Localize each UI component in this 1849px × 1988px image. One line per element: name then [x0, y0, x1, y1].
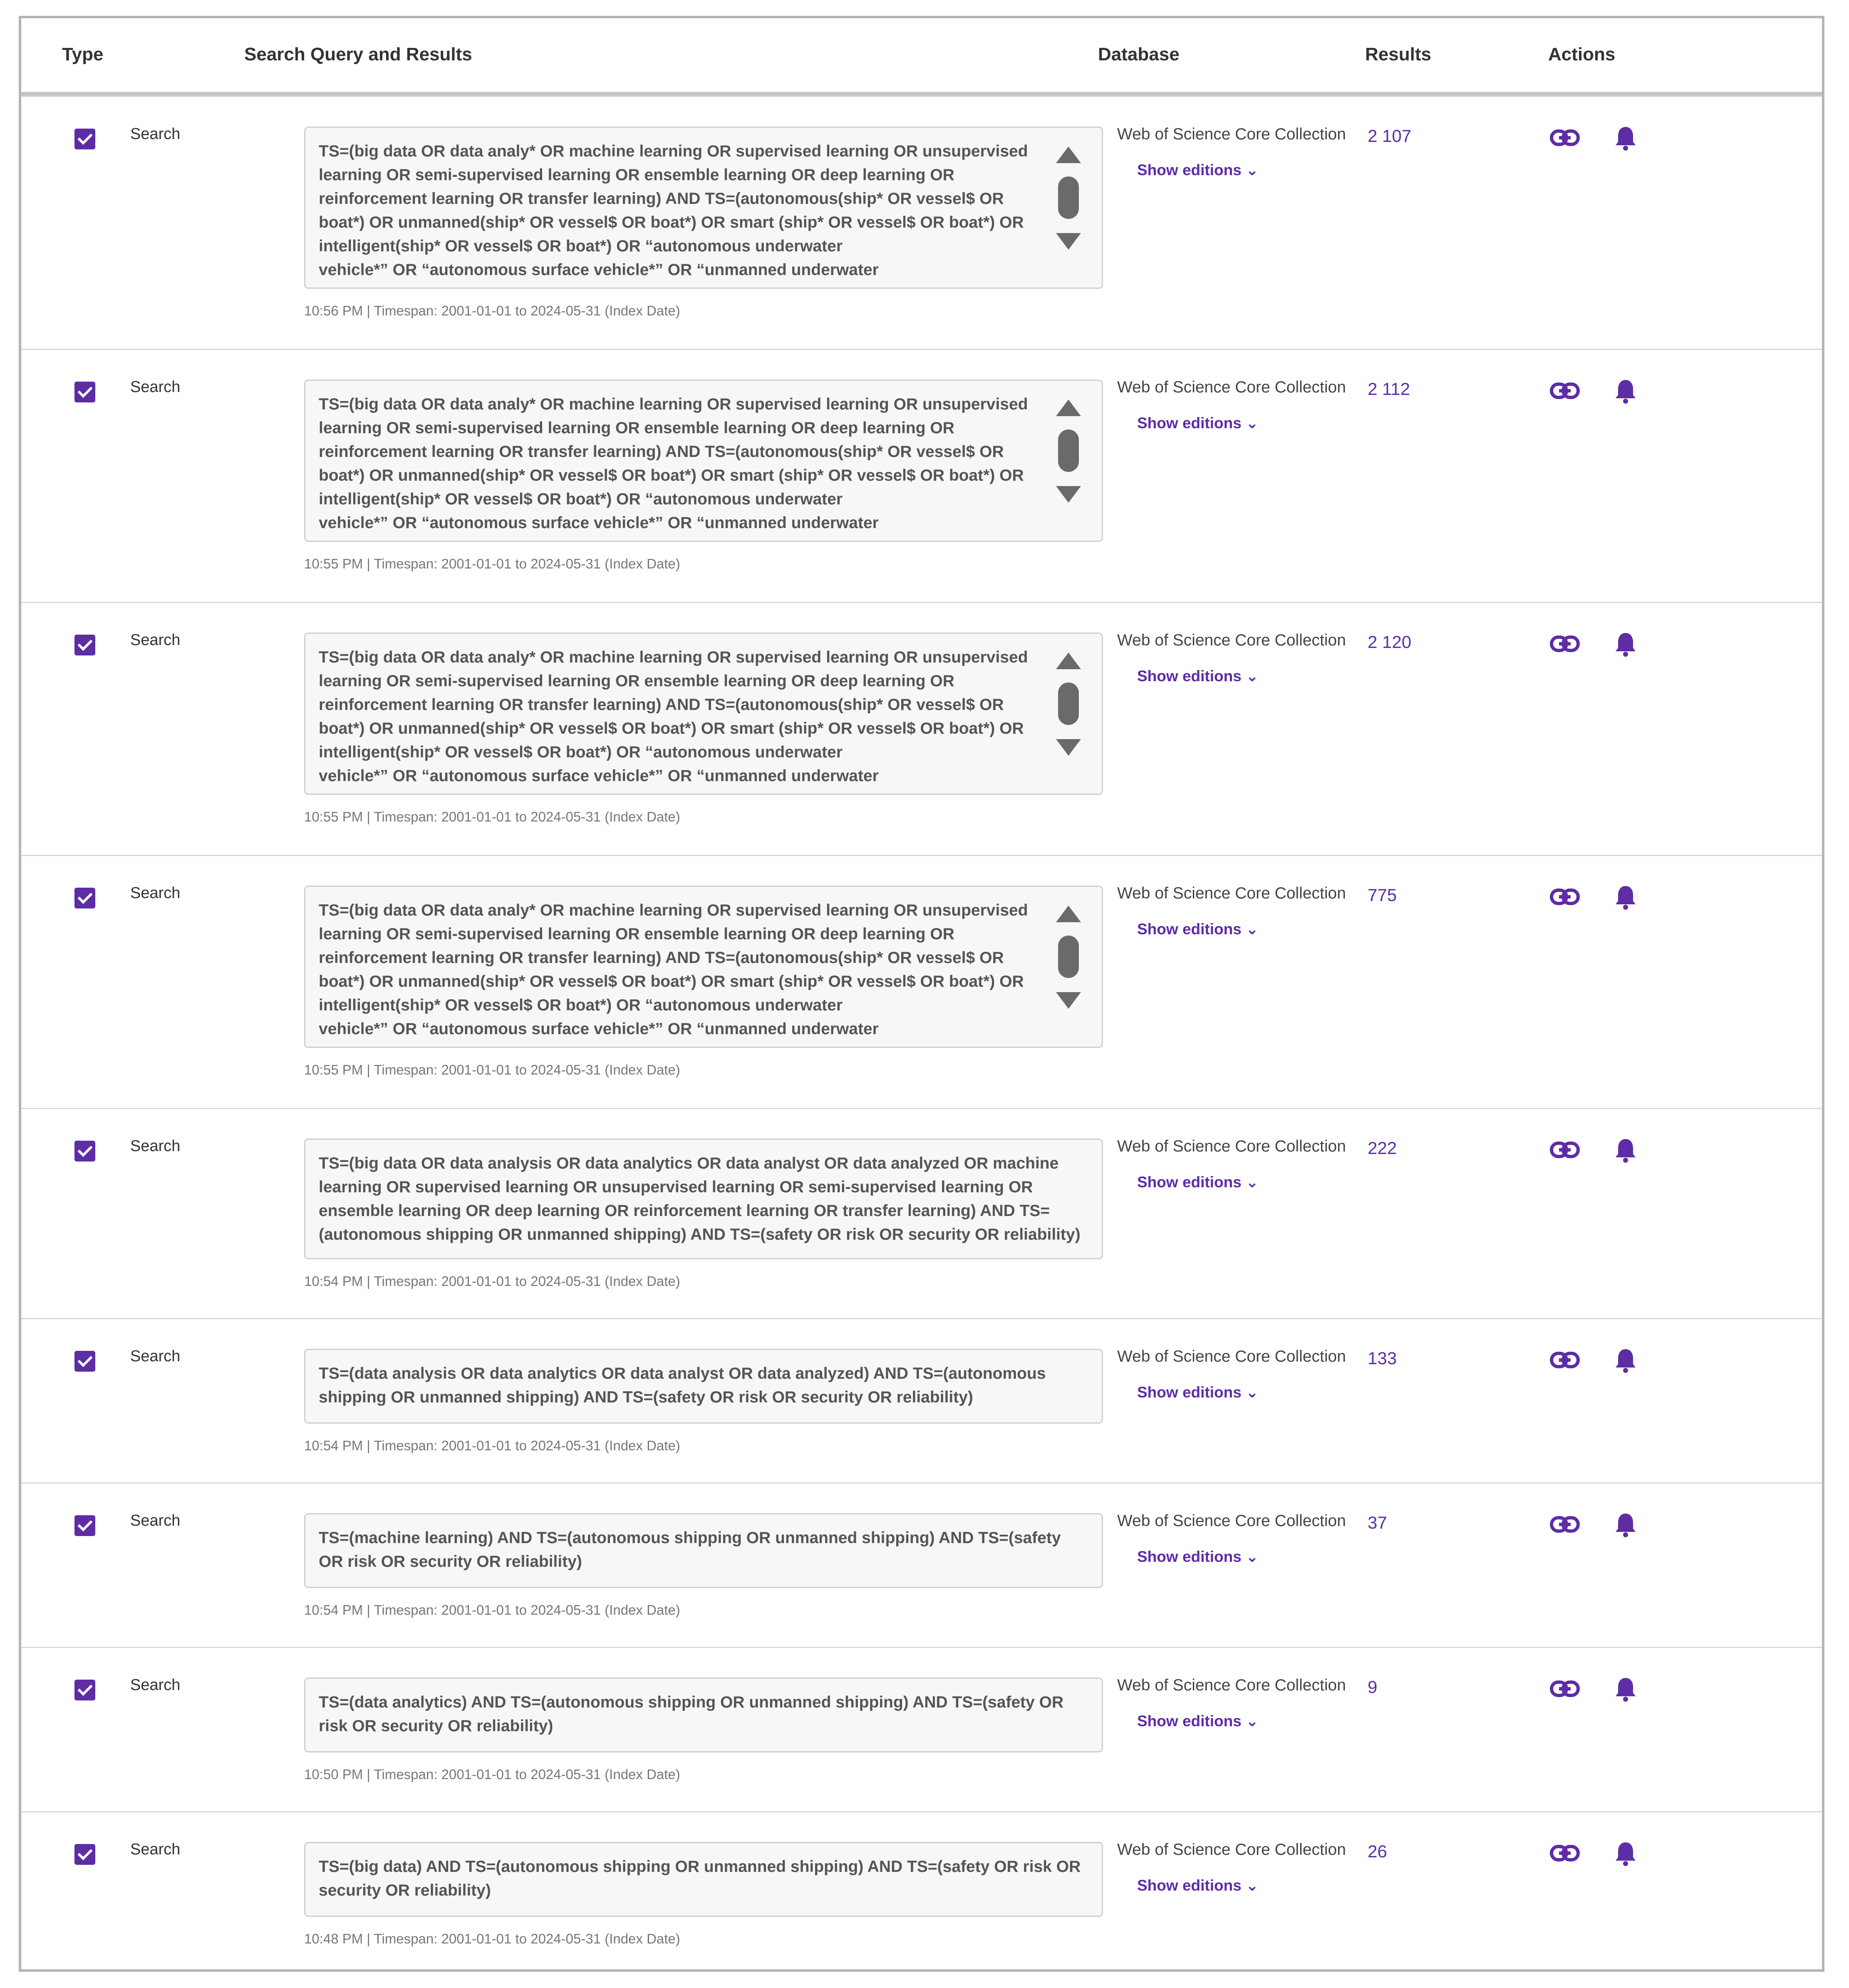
database-name: Web of Science Core Collection — [1117, 1676, 1346, 1694]
column-header-query: Search Query and Results — [244, 44, 472, 65]
table-row — [21, 349, 1822, 602]
bell-icon[interactable] — [1614, 1676, 1637, 1702]
database-name: Web of Science Core Collection — [1117, 884, 1346, 902]
row-checkbox[interactable] — [74, 1844, 95, 1865]
bell-icon[interactable] — [1614, 378, 1637, 404]
show-editions-link[interactable]: Show editions ⌄ — [1137, 1877, 1259, 1894]
query-text: TS=(data analytics) AND TS=(autonomous shipping OR unmanned shipping) AND TS=(safety OR risk OR security OR reliability) — [319, 1693, 1064, 1735]
row-checkbox[interactable] — [74, 1680, 95, 1700]
column-header-results: Results — [1365, 44, 1431, 65]
type-label: Search — [130, 1676, 181, 1694]
type-label: Search — [130, 1512, 181, 1529]
query-box[interactable] — [304, 1842, 1103, 1917]
search-timestamp: 10:48 PM | Timespan: 2001-01-01 to 2024-05-31 (Index Date) — [304, 1931, 680, 1946]
scroll-thumb[interactable] — [1058, 176, 1079, 219]
table-row — [21, 1482, 1822, 1647]
query-box[interactable] — [304, 886, 1103, 1048]
search-timestamp: 10:55 PM | Timespan: 2001-01-01 to 2024-05-31 (Index Date) — [304, 809, 680, 824]
type-label: Search — [130, 378, 181, 396]
row-checkbox[interactable] — [74, 129, 95, 149]
result-count-link[interactable]: 26 — [1368, 1842, 1387, 1861]
scroll-thumb[interactable] — [1058, 683, 1079, 725]
database-name: Web of Science Core Collection — [1117, 1348, 1346, 1365]
result-count-link[interactable]: 37 — [1368, 1513, 1387, 1532]
database-name: Web of Science Core Collection — [1117, 125, 1346, 143]
query-text: TS=(big data OR data analy* OR machine learning OR supervised learning OR unsupervised learning OR semi-supervised learning OR ensemble learning OR deep learning OR reinforcement learning OR transfer learning) AND TS=(autonomous(ship* OR vessel$ OR boat*) OR unmanned(ship* OR vessel$ OR boat*) OR smart (ship* OR vessel$ OR boat*) OR intelligent(ship* OR vessel$ OR boat*) OR “autonomous underwater vehicle*” OR “autonomous surface vehicle*” OR “unmanned underwater — [319, 648, 1028, 785]
search-timestamp: 10:54 PM | Timespan: 2001-01-01 to 2024-05-31 (Index Date) — [304, 1438, 680, 1453]
result-count-link[interactable]: 9 — [1368, 1677, 1378, 1697]
query-scrollbar[interactable] — [1054, 146, 1083, 255]
query-box[interactable] — [304, 1349, 1103, 1424]
query-scrollbar[interactable] — [1054, 400, 1083, 508]
type-label: Search — [130, 125, 181, 143]
scroll-thumb[interactable] — [1058, 936, 1079, 978]
link-icon[interactable] — [1550, 1350, 1580, 1370]
scroll-down-arrow-icon[interactable] — [1056, 233, 1081, 250]
column-header-actions: Actions — [1548, 44, 1616, 65]
row-checkbox[interactable] — [74, 382, 95, 402]
link-icon[interactable] — [1550, 634, 1580, 654]
database-name: Web of Science Core Collection — [1117, 1841, 1346, 1859]
show-editions-link[interactable]: Show editions ⌄ — [1137, 1548, 1259, 1565]
table-header — [21, 18, 1822, 96]
search-timestamp: 10:56 PM | Timespan: 2001-01-01 to 2024-05-31 (Index Date) — [304, 303, 680, 318]
type-label: Search — [130, 1348, 181, 1365]
scroll-up-arrow-icon[interactable] — [1056, 906, 1081, 922]
table-row — [21, 1318, 1822, 1482]
query-text: TS=(big data) AND TS=(autonomous shipping OR unmanned shipping) AND TS=(safety OR risk OR security OR reliability) — [319, 1858, 1081, 1899]
type-label: Search — [130, 884, 181, 902]
link-icon[interactable] — [1550, 1843, 1580, 1863]
show-editions-link[interactable]: Show editions ⌄ — [1137, 1174, 1259, 1191]
search-timestamp: 10:54 PM | Timespan: 2001-01-01 to 2024-05-31 (Index Date) — [304, 1273, 680, 1289]
search-history-table — [19, 16, 1824, 1972]
link-icon[interactable] — [1550, 381, 1580, 401]
row-checkbox[interactable] — [74, 1515, 95, 1536]
show-editions-link[interactable]: Show editions ⌄ — [1137, 668, 1259, 685]
result-count-link[interactable]: 2 107 — [1368, 126, 1412, 146]
column-header-type: Type — [62, 44, 104, 65]
row-checkbox[interactable] — [74, 635, 95, 655]
link-icon[interactable] — [1550, 1679, 1580, 1699]
search-timestamp: 10:54 PM | Timespan: 2001-01-01 to 2024-05-31 (Index Date) — [304, 1602, 680, 1618]
type-label: Search — [130, 631, 181, 649]
query-box[interactable] — [304, 1139, 1103, 1259]
type-label: Search — [130, 1137, 181, 1155]
link-icon[interactable] — [1550, 128, 1580, 148]
bell-icon[interactable] — [1614, 1841, 1637, 1866]
row-checkbox[interactable] — [74, 888, 95, 908]
query-scrollbar[interactable] — [1054, 906, 1083, 1014]
query-text: TS=(big data OR data analy* OR machine learning OR supervised learning OR unsupervised learning OR semi-supervised learning OR ensemble learning OR deep learning OR reinforcement learning OR transfer learning) AND TS=(autonomous(ship* OR vessel$ OR boat*) OR unmanned(ship* OR vessel$ OR boat*) OR smart (ship* OR vessel$ OR boat*) OR intelligent(ship* OR vessel$ OR boat*) OR “autonomous underwater vehicle*” OR “autonomous surface vehicle*” OR “unmanned underwater — [319, 901, 1028, 1038]
table-row — [21, 855, 1822, 1108]
show-editions-link[interactable]: Show editions ⌄ — [1137, 414, 1259, 432]
query-box[interactable] — [304, 1678, 1103, 1752]
table-row — [21, 1647, 1822, 1811]
query-text: TS=(data analysis OR data analytics OR data analyst OR data analyzed) AND TS=(autonomous shipping OR unmanned shipping) AND TS=(safety OR risk OR security OR reliability) — [319, 1365, 1046, 1406]
scroll-up-arrow-icon[interactable] — [1056, 400, 1081, 416]
link-icon[interactable] — [1550, 1514, 1580, 1534]
bell-icon[interactable] — [1614, 631, 1637, 657]
scroll-down-arrow-icon[interactable] — [1056, 992, 1081, 1009]
search-timestamp: 10:55 PM | Timespan: 2001-01-01 to 2024-05-31 (Index Date) — [304, 1062, 680, 1077]
result-count-link[interactable]: 222 — [1368, 1138, 1397, 1158]
bell-icon[interactable] — [1614, 125, 1637, 151]
show-editions-link[interactable]: Show editions ⌄ — [1137, 161, 1259, 179]
database-name: Web of Science Core Collection — [1117, 631, 1346, 649]
table-row — [21, 602, 1822, 855]
column-header-database: Database — [1098, 44, 1180, 65]
scroll-up-arrow-icon[interactable] — [1056, 146, 1081, 163]
bell-icon[interactable] — [1614, 1512, 1637, 1538]
scroll-up-arrow-icon[interactable] — [1056, 653, 1081, 669]
query-box[interactable] — [304, 127, 1103, 289]
bell-icon[interactable] — [1614, 1348, 1637, 1373]
show-editions-link[interactable]: Show editions ⌄ — [1137, 1713, 1259, 1730]
show-editions-link[interactable]: Show editions ⌄ — [1137, 921, 1259, 938]
query-box[interactable] — [304, 1513, 1103, 1588]
query-text: TS=(big data OR data analy* OR machine learning OR supervised learning OR unsupervised learning OR semi-supervised learning OR ensemble learning OR deep learning OR reinforcement learning OR transfer learning) AND TS=(autonomous(ship* OR vessel$ OR boat*) OR unmanned(ship* OR vessel$ OR boat*) OR smart (ship* OR vessel$ OR boat*) OR intelligent(ship* OR vessel$ OR boat*) OR “autonomous underwater vehicle*” OR “autonomous surface vehicle*” OR “unmanned underwater — [319, 395, 1028, 532]
show-editions-link[interactable]: Show editions ⌄ — [1137, 1384, 1259, 1401]
database-name: Web of Science Core Collection — [1117, 1512, 1346, 1530]
link-icon[interactable] — [1550, 887, 1580, 907]
result-count-link[interactable]: 2 112 — [1368, 379, 1410, 399]
query-scrollbar[interactable] — [1054, 653, 1083, 761]
result-count-link[interactable]: 133 — [1368, 1348, 1397, 1368]
bell-icon[interactable] — [1614, 1137, 1637, 1163]
query-box[interactable] — [304, 633, 1103, 795]
scroll-thumb[interactable] — [1058, 429, 1079, 472]
table-row — [21, 1108, 1822, 1318]
query-text: TS=(big data OR data analy* OR machine learning OR supervised learning OR unsupervised learning OR semi-supervised learning OR ensemble learning OR deep learning OR reinforcement learning OR transfer learning) AND TS=(autonomous(ship* OR vessel$ OR boat*) OR unmanned(ship* OR vessel$ OR boat*) OR smart (ship* OR vessel$ OR boat*) OR intelligent(ship* OR vessel$ OR boat*) OR “autonomous underwater vehicle*” OR “autonomous surface vehicle*” OR “unmanned underwater — [319, 142, 1028, 279]
bell-icon[interactable] — [1614, 884, 1637, 910]
database-name: Web of Science Core Collection — [1117, 1137, 1346, 1155]
type-label: Search — [130, 1841, 181, 1858]
table-row — [21, 1811, 1822, 1974]
search-timestamp: 10:55 PM | Timespan: 2001-01-01 to 2024-05-31 (Index Date) — [304, 556, 680, 571]
table-row — [21, 96, 1822, 349]
search-timestamp: 10:50 PM | Timespan: 2001-01-01 to 2024-05-31 (Index Date) — [304, 1767, 680, 1782]
query-text: TS=(big data OR data analysis OR data analytics OR data analyst OR data analyzed OR machine learning OR supervised learning OR unsupervised learning OR semi-supervised learning OR ensemble learning OR deep learning OR reinforcement learning OR transfer learning) AND TS= (autonomous shipping OR unmanned shipping) AND TS=(safety OR risk OR security OR reliability) — [319, 1154, 1081, 1243]
database-name: Web of Science Core Collection — [1117, 378, 1346, 396]
scroll-down-arrow-icon[interactable] — [1056, 486, 1081, 503]
query-text: TS=(machine learning) AND TS=(autonomous shipping OR unmanned shipping) AND TS=(safety OR risk OR security OR reliability) — [319, 1529, 1061, 1571]
scroll-down-arrow-icon[interactable] — [1056, 739, 1081, 756]
link-icon[interactable] — [1550, 1140, 1580, 1160]
row-checkbox[interactable] — [74, 1141, 95, 1162]
result-count-link[interactable]: 775 — [1368, 885, 1397, 905]
result-count-link[interactable]: 2 120 — [1368, 632, 1412, 652]
row-checkbox[interactable] — [74, 1351, 95, 1372]
query-box[interactable] — [304, 380, 1103, 542]
